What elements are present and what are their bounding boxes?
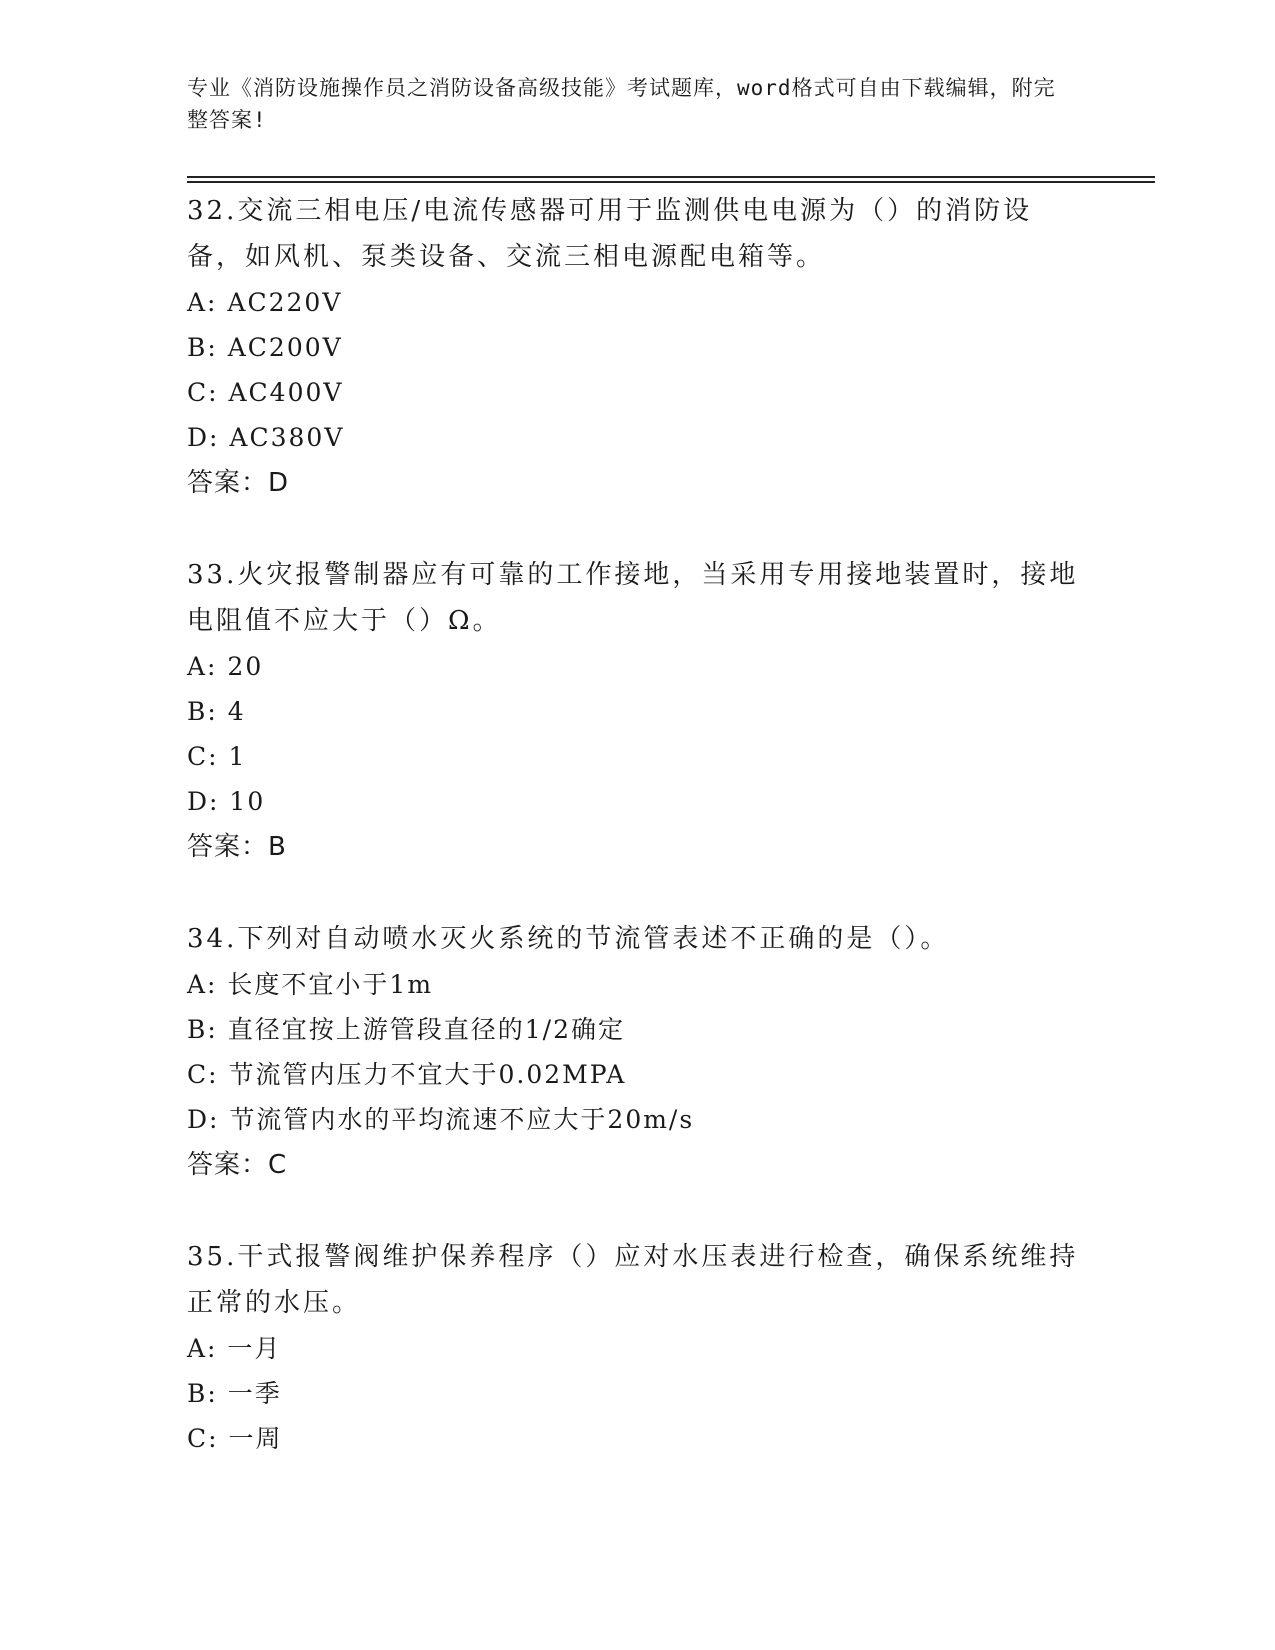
option-c: C: AC400V: [187, 378, 344, 407]
option-d: D: AC380V: [187, 423, 345, 452]
question-35: [187, 1234, 1087, 1461]
question-stem: 35.干式报警阀维护保养程序（）应对水压表进行检查，确保系统维持正常的水压。: [187, 1242, 1079, 1318]
option-c: C: 1: [187, 742, 247, 771]
header-divider-top: [187, 176, 1155, 178]
question-33: [187, 552, 1087, 870]
option-a: A: 长度不宜小于1m: [187, 970, 434, 999]
option-a: A: 一月: [187, 1334, 282, 1363]
option-d: D: 10: [187, 787, 266, 816]
option-c: C: 一周: [187, 1424, 283, 1453]
question-stem: 33.火灾报警制器应有可靠的工作接地，当采用专用接地装置时，接地电阻值不应大于（）Ω。: [187, 560, 1079, 636]
question-stem: 32.交流三相电压/电流传感器可用于监测供电电源为（）的消防设备，如风机、泵类设备、交流三相电源配电箱等。: [187, 196, 1033, 272]
answer: 答案：B: [187, 832, 287, 862]
option-a: A: AC220V: [187, 288, 343, 317]
option-b: B: 一季: [187, 1379, 282, 1408]
question-34: [187, 916, 1087, 1188]
option-c: C: 节流管内压力不宜大于0.02MPA: [187, 1060, 627, 1089]
question-32: [187, 188, 1087, 506]
option-d: D: 节流管内水的平均流速不应大于20m/s: [187, 1105, 695, 1134]
question-list: [187, 188, 1087, 1507]
option-b: B: AC200V: [187, 333, 343, 362]
answer: 答案：C: [187, 1150, 288, 1180]
question-stem: 34.下列对自动喷水灭火系统的节流管表述不正确的是（）。: [187, 924, 950, 954]
option-b: B: 4: [187, 697, 246, 726]
option-a: A: 20: [187, 652, 264, 681]
option-b: B: 直径宜按上游管段直径的1/2确定: [187, 1015, 625, 1044]
header-divider-bottom: [187, 181, 1155, 183]
document-intro: 专业《消防设施操作员之消防设备高级技能》考试题库，word格式可自由下载编辑，附完整答案!: [187, 76, 1056, 132]
answer: 答案：D: [187, 468, 290, 498]
